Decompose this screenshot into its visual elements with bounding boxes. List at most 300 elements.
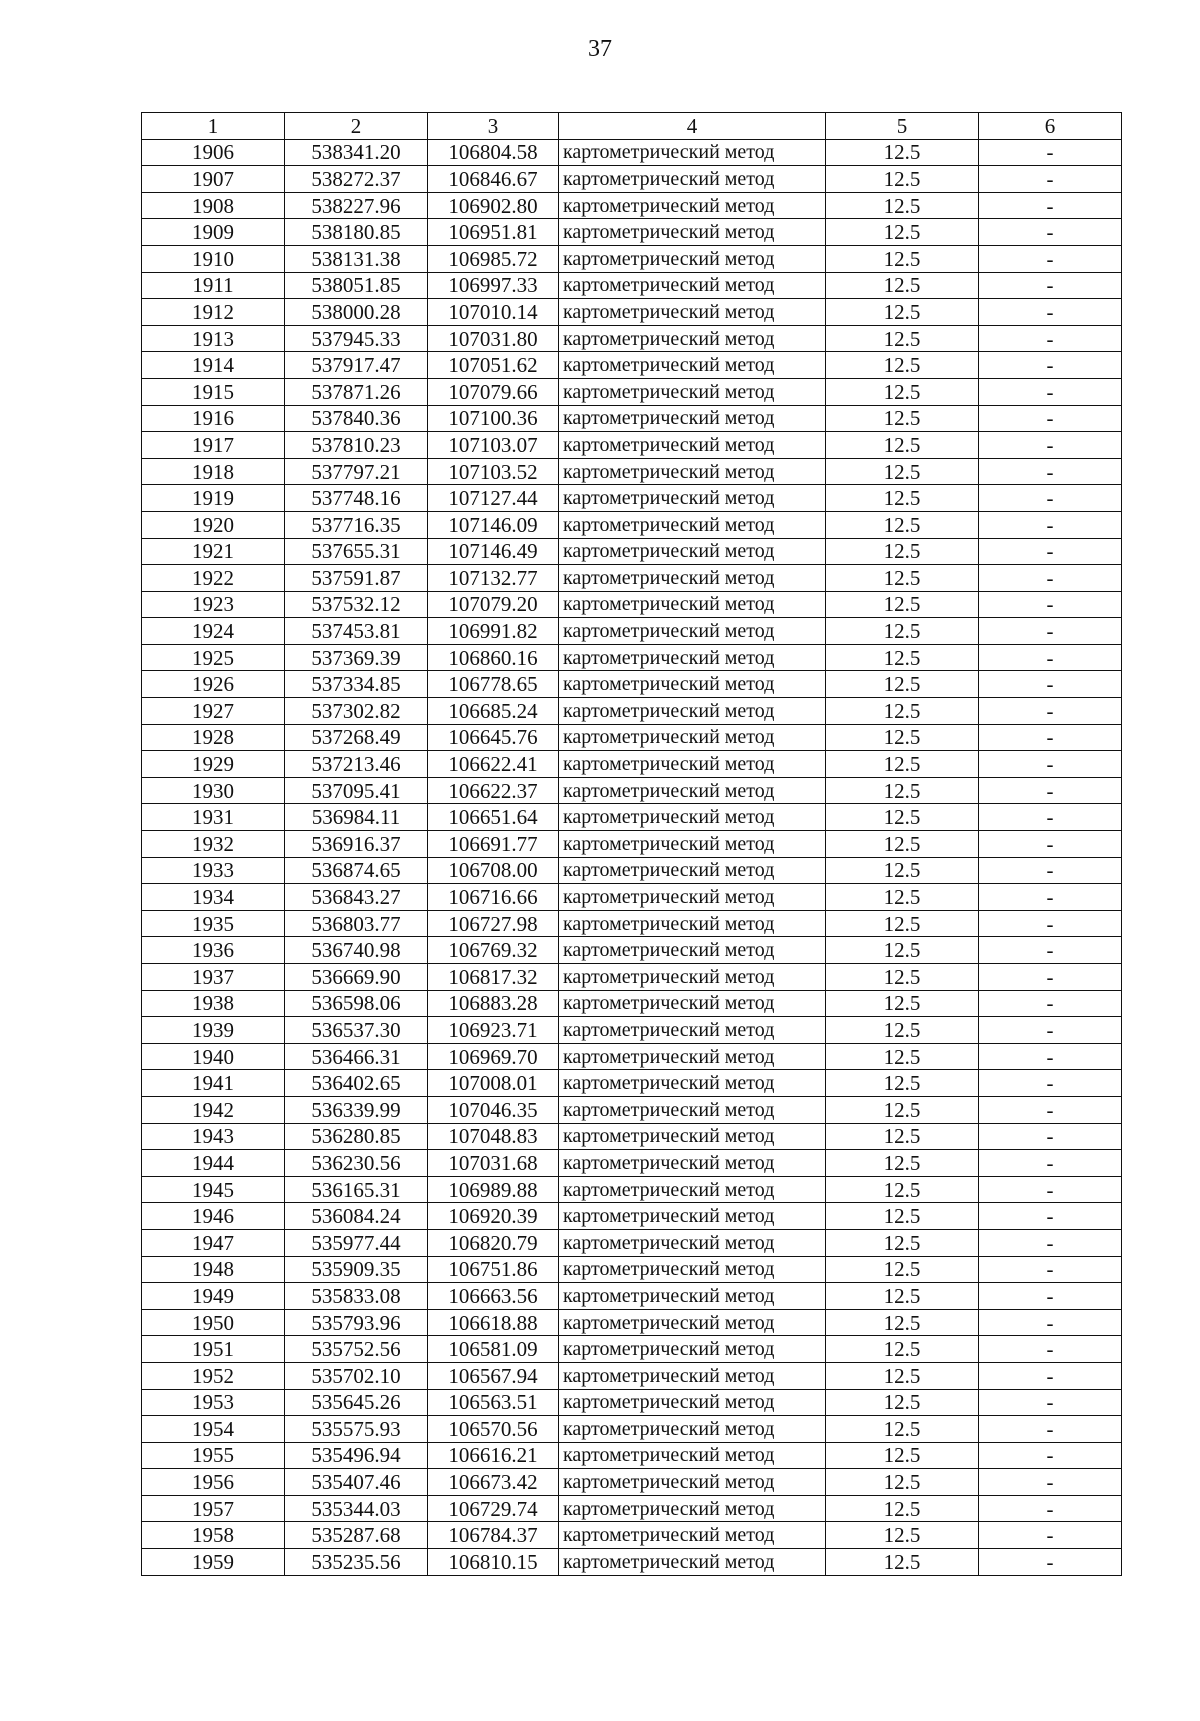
- point-number-cell: 1924: [142, 618, 285, 645]
- column-header-3: 3: [428, 113, 559, 140]
- accuracy-cell: 12.5: [826, 219, 979, 246]
- point-number-cell: 1918: [142, 458, 285, 485]
- y-coordinate-cell: 106817.32: [428, 964, 559, 991]
- x-coordinate-cell: 535235.56: [285, 1549, 428, 1576]
- y-coordinate-cell: 107046.35: [428, 1096, 559, 1123]
- table-row: [142, 1362, 1122, 1389]
- table-header: [142, 113, 1122, 140]
- x-coordinate-cell: 537453.81: [285, 618, 428, 645]
- note-cell: -: [979, 724, 1122, 751]
- point-number-cell: 1949: [142, 1283, 285, 1310]
- y-coordinate-cell: 106810.15: [428, 1549, 559, 1576]
- y-coordinate-cell: 106651.64: [428, 804, 559, 831]
- accuracy-cell: 12.5: [826, 139, 979, 166]
- note-cell: -: [979, 937, 1122, 964]
- accuracy-cell: 12.5: [826, 1150, 979, 1177]
- method-cell: картометрический метод: [559, 1362, 826, 1389]
- note-cell: -: [979, 1017, 1122, 1044]
- accuracy-cell: 12.5: [826, 1017, 979, 1044]
- y-coordinate-cell: 107132.77: [428, 565, 559, 592]
- method-cell: картометрический метод: [559, 910, 826, 937]
- accuracy-cell: 12.5: [826, 458, 979, 485]
- table-row: [142, 1283, 1122, 1310]
- note-cell: -: [979, 485, 1122, 512]
- table-row: [142, 565, 1122, 592]
- point-number-cell: 1908: [142, 192, 285, 219]
- note-cell: -: [979, 591, 1122, 618]
- note-cell: -: [979, 777, 1122, 804]
- note-cell: -: [979, 352, 1122, 379]
- table-row: [142, 1070, 1122, 1097]
- method-cell: картометрический метод: [559, 272, 826, 299]
- method-cell: картометрический метод: [559, 1123, 826, 1150]
- y-coordinate-cell: 107079.66: [428, 378, 559, 405]
- point-number-cell: 1928: [142, 724, 285, 751]
- method-cell: картометрический метод: [559, 378, 826, 405]
- method-cell: картометрический метод: [559, 671, 826, 698]
- accuracy-cell: 12.5: [826, 538, 979, 565]
- point-number-cell: 1925: [142, 644, 285, 671]
- table-row: [142, 245, 1122, 272]
- point-number-cell: 1951: [142, 1336, 285, 1363]
- point-number-cell: 1953: [142, 1389, 285, 1416]
- y-coordinate-cell: 106645.76: [428, 724, 559, 751]
- x-coordinate-cell: 537591.87: [285, 565, 428, 592]
- point-number-cell: 1914: [142, 352, 285, 379]
- table-row: [142, 1549, 1122, 1576]
- x-coordinate-cell: 538341.20: [285, 139, 428, 166]
- table-row: [142, 698, 1122, 725]
- method-cell: картометрический метод: [559, 857, 826, 884]
- point-number-cell: 1941: [142, 1070, 285, 1097]
- x-coordinate-cell: 537532.12: [285, 591, 428, 618]
- table-row: [142, 1123, 1122, 1150]
- table-row: [142, 1469, 1122, 1496]
- point-number-cell: 1937: [142, 964, 285, 991]
- y-coordinate-cell: 106969.70: [428, 1043, 559, 1070]
- method-cell: картометрический метод: [559, 139, 826, 166]
- note-cell: -: [979, 565, 1122, 592]
- table-row: [142, 751, 1122, 778]
- x-coordinate-cell: 535496.94: [285, 1442, 428, 1469]
- point-number-cell: 1940: [142, 1043, 285, 1070]
- table-row: [142, 1495, 1122, 1522]
- note-cell: -: [979, 432, 1122, 459]
- table-row: [142, 485, 1122, 512]
- method-cell: картометрический метод: [559, 831, 826, 858]
- y-coordinate-cell: 106985.72: [428, 245, 559, 272]
- accuracy-cell: 12.5: [826, 777, 979, 804]
- point-number-cell: 1915: [142, 378, 285, 405]
- table-row: [142, 352, 1122, 379]
- table-row: [142, 591, 1122, 618]
- table-row: [142, 857, 1122, 884]
- point-number-cell: 1907: [142, 166, 285, 193]
- note-cell: -: [979, 166, 1122, 193]
- coordinates-table: [141, 112, 1122, 1576]
- method-cell: картометрический метод: [559, 1549, 826, 1576]
- point-number-cell: 1909: [142, 219, 285, 246]
- y-coordinate-cell: 106951.81: [428, 219, 559, 246]
- x-coordinate-cell: 536165.31: [285, 1176, 428, 1203]
- note-cell: -: [979, 1549, 1122, 1576]
- method-cell: картометрический метод: [559, 405, 826, 432]
- point-number-cell: 1906: [142, 139, 285, 166]
- point-number-cell: 1919: [142, 485, 285, 512]
- table-row: [142, 671, 1122, 698]
- table-row: [142, 990, 1122, 1017]
- point-number-cell: 1926: [142, 671, 285, 698]
- point-number-cell: 1946: [142, 1203, 285, 1230]
- method-cell: картометрический метод: [559, 245, 826, 272]
- note-cell: -: [979, 1283, 1122, 1310]
- note-cell: -: [979, 618, 1122, 645]
- point-number-cell: 1920: [142, 511, 285, 538]
- y-coordinate-cell: 107048.83: [428, 1123, 559, 1150]
- method-cell: картометрический метод: [559, 884, 826, 911]
- accuracy-cell: 12.5: [826, 1256, 979, 1283]
- note-cell: -: [979, 139, 1122, 166]
- x-coordinate-cell: 535645.26: [285, 1389, 428, 1416]
- note-cell: -: [979, 1096, 1122, 1123]
- y-coordinate-cell: 106991.82: [428, 618, 559, 645]
- method-cell: картометрический метод: [559, 1469, 826, 1496]
- method-cell: картометрический метод: [559, 1336, 826, 1363]
- point-number-cell: 1932: [142, 831, 285, 858]
- accuracy-cell: 12.5: [826, 831, 979, 858]
- note-cell: -: [979, 698, 1122, 725]
- x-coordinate-cell: 537748.16: [285, 485, 428, 512]
- x-coordinate-cell: 537716.35: [285, 511, 428, 538]
- method-cell: картометрический метод: [559, 1495, 826, 1522]
- point-number-cell: 1938: [142, 990, 285, 1017]
- table-row: [142, 1309, 1122, 1336]
- table-row: [142, 937, 1122, 964]
- accuracy-cell: 12.5: [826, 1495, 979, 1522]
- x-coordinate-cell: 536466.31: [285, 1043, 428, 1070]
- note-cell: -: [979, 1309, 1122, 1336]
- method-cell: картометрический метод: [559, 1070, 826, 1097]
- accuracy-cell: 12.5: [826, 1070, 979, 1097]
- accuracy-cell: 12.5: [826, 1416, 979, 1443]
- x-coordinate-cell: 537917.47: [285, 352, 428, 379]
- y-coordinate-cell: 107010.14: [428, 299, 559, 326]
- note-cell: -: [979, 1123, 1122, 1150]
- point-number-cell: 1917: [142, 432, 285, 459]
- method-cell: картометрический метод: [559, 1522, 826, 1549]
- column-header-1: 1: [142, 113, 285, 140]
- y-coordinate-cell: 106663.56: [428, 1283, 559, 1310]
- point-number-cell: 1916: [142, 405, 285, 432]
- accuracy-cell: 12.5: [826, 1283, 979, 1310]
- table-row: [142, 910, 1122, 937]
- x-coordinate-cell: 535287.68: [285, 1522, 428, 1549]
- note-cell: -: [979, 272, 1122, 299]
- method-cell: картометрический метод: [559, 1256, 826, 1283]
- point-number-cell: 1948: [142, 1256, 285, 1283]
- point-number-cell: 1950: [142, 1309, 285, 1336]
- x-coordinate-cell: 535752.56: [285, 1336, 428, 1363]
- note-cell: -: [979, 884, 1122, 911]
- column-header-5: 5: [826, 113, 979, 140]
- y-coordinate-cell: 107079.20: [428, 591, 559, 618]
- accuracy-cell: 12.5: [826, 405, 979, 432]
- table-row: [142, 538, 1122, 565]
- table-row: [142, 458, 1122, 485]
- accuracy-cell: 12.5: [826, 1469, 979, 1496]
- table-row: [142, 1203, 1122, 1230]
- x-coordinate-cell: 538272.37: [285, 166, 428, 193]
- y-coordinate-cell: 106567.94: [428, 1362, 559, 1389]
- method-cell: картометрический метод: [559, 538, 826, 565]
- accuracy-cell: 12.5: [826, 1309, 979, 1336]
- note-cell: -: [979, 538, 1122, 565]
- note-cell: -: [979, 1469, 1122, 1496]
- table-row: [142, 1416, 1122, 1443]
- method-cell: картометрический метод: [559, 1416, 826, 1443]
- x-coordinate-cell: 536984.11: [285, 804, 428, 831]
- note-cell: -: [979, 990, 1122, 1017]
- note-cell: -: [979, 1176, 1122, 1203]
- method-cell: картометрический метод: [559, 192, 826, 219]
- point-number-cell: 1956: [142, 1469, 285, 1496]
- table-row: [142, 1389, 1122, 1416]
- point-number-cell: 1911: [142, 272, 285, 299]
- note-cell: -: [979, 1389, 1122, 1416]
- y-coordinate-cell: 107103.07: [428, 432, 559, 459]
- method-cell: картометрический метод: [559, 964, 826, 991]
- point-number-cell: 1935: [142, 910, 285, 937]
- x-coordinate-cell: 536740.98: [285, 937, 428, 964]
- table-row: [142, 831, 1122, 858]
- accuracy-cell: 12.5: [826, 352, 979, 379]
- x-coordinate-cell: 537369.39: [285, 644, 428, 671]
- x-coordinate-cell: 537334.85: [285, 671, 428, 698]
- x-coordinate-cell: 537945.33: [285, 325, 428, 352]
- y-coordinate-cell: 106729.74: [428, 1495, 559, 1522]
- method-cell: картометрический метод: [559, 299, 826, 326]
- y-coordinate-cell: 107146.49: [428, 538, 559, 565]
- method-cell: картометрический метод: [559, 777, 826, 804]
- x-coordinate-cell: 538227.96: [285, 192, 428, 219]
- table-row: [142, 1176, 1122, 1203]
- accuracy-cell: 12.5: [826, 1442, 979, 1469]
- note-cell: -: [979, 1229, 1122, 1256]
- y-coordinate-cell: 107051.62: [428, 352, 559, 379]
- table-row: [142, 405, 1122, 432]
- accuracy-cell: 12.5: [826, 511, 979, 538]
- point-number-cell: 1934: [142, 884, 285, 911]
- column-header-2: 2: [285, 113, 428, 140]
- point-number-cell: 1921: [142, 538, 285, 565]
- note-cell: -: [979, 831, 1122, 858]
- point-number-cell: 1947: [142, 1229, 285, 1256]
- y-coordinate-cell: 106622.37: [428, 777, 559, 804]
- method-cell: картометрический метод: [559, 458, 826, 485]
- table-row: [142, 1336, 1122, 1363]
- method-cell: картометрический метод: [559, 325, 826, 352]
- accuracy-cell: 12.5: [826, 1176, 979, 1203]
- table-row: [142, 511, 1122, 538]
- note-cell: -: [979, 245, 1122, 272]
- method-cell: картометрический метод: [559, 804, 826, 831]
- y-coordinate-cell: 106616.21: [428, 1442, 559, 1469]
- y-coordinate-cell: 106820.79: [428, 1229, 559, 1256]
- note-cell: -: [979, 910, 1122, 937]
- x-coordinate-cell: 537810.23: [285, 432, 428, 459]
- point-number-cell: 1931: [142, 804, 285, 831]
- x-coordinate-cell: 535575.93: [285, 1416, 428, 1443]
- note-cell: -: [979, 299, 1122, 326]
- accuracy-cell: 12.5: [826, 724, 979, 751]
- x-coordinate-cell: 538000.28: [285, 299, 428, 326]
- note-cell: -: [979, 378, 1122, 405]
- table-row: [142, 192, 1122, 219]
- point-number-cell: 1929: [142, 751, 285, 778]
- header-row: [142, 113, 1122, 140]
- accuracy-cell: 12.5: [826, 1362, 979, 1389]
- point-number-cell: 1942: [142, 1096, 285, 1123]
- accuracy-cell: 12.5: [826, 964, 979, 991]
- note-cell: -: [979, 1203, 1122, 1230]
- x-coordinate-cell: 537871.26: [285, 378, 428, 405]
- method-cell: картометрический метод: [559, 1389, 826, 1416]
- x-coordinate-cell: 537095.41: [285, 777, 428, 804]
- method-cell: картометрический метод: [559, 511, 826, 538]
- x-coordinate-cell: 537655.31: [285, 538, 428, 565]
- x-coordinate-cell: 536916.37: [285, 831, 428, 858]
- accuracy-cell: 12.5: [826, 644, 979, 671]
- method-cell: картометрический метод: [559, 432, 826, 459]
- point-number-cell: 1910: [142, 245, 285, 272]
- y-coordinate-cell: 106727.98: [428, 910, 559, 937]
- y-coordinate-cell: 106563.51: [428, 1389, 559, 1416]
- table-row: [142, 1229, 1122, 1256]
- point-number-cell: 1927: [142, 698, 285, 725]
- point-number-cell: 1955: [142, 1442, 285, 1469]
- accuracy-cell: 12.5: [826, 1389, 979, 1416]
- point-number-cell: 1923: [142, 591, 285, 618]
- y-coordinate-cell: 106716.66: [428, 884, 559, 911]
- accuracy-cell: 12.5: [826, 565, 979, 592]
- note-cell: -: [979, 511, 1122, 538]
- method-cell: картометрический метод: [559, 1150, 826, 1177]
- note-cell: -: [979, 1522, 1122, 1549]
- table-row: [142, 777, 1122, 804]
- point-number-cell: 1936: [142, 937, 285, 964]
- x-coordinate-cell: 535407.46: [285, 1469, 428, 1496]
- accuracy-cell: 12.5: [826, 884, 979, 911]
- method-cell: картометрический метод: [559, 618, 826, 645]
- method-cell: картометрический метод: [559, 565, 826, 592]
- x-coordinate-cell: 536598.06: [285, 990, 428, 1017]
- x-coordinate-cell: 537302.82: [285, 698, 428, 725]
- x-coordinate-cell: 536803.77: [285, 910, 428, 937]
- table-row: [142, 1150, 1122, 1177]
- point-number-cell: 1933: [142, 857, 285, 884]
- y-coordinate-cell: 107031.80: [428, 325, 559, 352]
- x-coordinate-cell: 536537.30: [285, 1017, 428, 1044]
- note-cell: -: [979, 671, 1122, 698]
- accuracy-cell: 12.5: [826, 272, 979, 299]
- y-coordinate-cell: 106622.41: [428, 751, 559, 778]
- x-coordinate-cell: 537213.46: [285, 751, 428, 778]
- accuracy-cell: 12.5: [826, 618, 979, 645]
- y-coordinate-cell: 106923.71: [428, 1017, 559, 1044]
- accuracy-cell: 12.5: [826, 910, 979, 937]
- method-cell: картометрический метод: [559, 166, 826, 193]
- x-coordinate-cell: 535344.03: [285, 1495, 428, 1522]
- x-coordinate-cell: 536669.90: [285, 964, 428, 991]
- note-cell: -: [979, 458, 1122, 485]
- accuracy-cell: 12.5: [826, 937, 979, 964]
- method-cell: картометрический метод: [559, 485, 826, 512]
- method-cell: картометрический метод: [559, 937, 826, 964]
- y-coordinate-cell: 106860.16: [428, 644, 559, 671]
- x-coordinate-cell: 535977.44: [285, 1229, 428, 1256]
- table-row: [142, 272, 1122, 299]
- table-row: [142, 1017, 1122, 1044]
- y-coordinate-cell: 106883.28: [428, 990, 559, 1017]
- table-row: [142, 432, 1122, 459]
- note-cell: -: [979, 751, 1122, 778]
- accuracy-cell: 12.5: [826, 1123, 979, 1150]
- x-coordinate-cell: 538051.85: [285, 272, 428, 299]
- x-coordinate-cell: 537840.36: [285, 405, 428, 432]
- column-header-6: 6: [979, 113, 1122, 140]
- method-cell: картометрический метод: [559, 698, 826, 725]
- accuracy-cell: 12.5: [826, 245, 979, 272]
- accuracy-cell: 12.5: [826, 1522, 979, 1549]
- y-coordinate-cell: 106846.67: [428, 166, 559, 193]
- y-coordinate-cell: 106685.24: [428, 698, 559, 725]
- table-row: [142, 219, 1122, 246]
- point-number-cell: 1939: [142, 1017, 285, 1044]
- accuracy-cell: 12.5: [826, 698, 979, 725]
- y-coordinate-cell: 106920.39: [428, 1203, 559, 1230]
- note-cell: -: [979, 405, 1122, 432]
- method-cell: картометрический метод: [559, 751, 826, 778]
- x-coordinate-cell: 537268.49: [285, 724, 428, 751]
- method-cell: картометрический метод: [559, 1096, 826, 1123]
- note-cell: -: [979, 1150, 1122, 1177]
- table-row: [142, 964, 1122, 991]
- method-cell: картометрический метод: [559, 1043, 826, 1070]
- y-coordinate-cell: 106989.88: [428, 1176, 559, 1203]
- accuracy-cell: 12.5: [826, 192, 979, 219]
- note-cell: -: [979, 1495, 1122, 1522]
- y-coordinate-cell: 106581.09: [428, 1336, 559, 1363]
- table-row: [142, 644, 1122, 671]
- table-row: [142, 378, 1122, 405]
- x-coordinate-cell: 536402.65: [285, 1070, 428, 1097]
- table-row: [142, 1522, 1122, 1549]
- x-coordinate-cell: 536230.56: [285, 1150, 428, 1177]
- note-cell: -: [979, 644, 1122, 671]
- y-coordinate-cell: 106902.80: [428, 192, 559, 219]
- method-cell: картометрический метод: [559, 1176, 826, 1203]
- note-cell: -: [979, 219, 1122, 246]
- note-cell: -: [979, 1070, 1122, 1097]
- method-cell: картометрический метод: [559, 990, 826, 1017]
- y-coordinate-cell: 106997.33: [428, 272, 559, 299]
- method-cell: картометрический метод: [559, 1309, 826, 1336]
- accuracy-cell: 12.5: [826, 1203, 979, 1230]
- note-cell: -: [979, 325, 1122, 352]
- note-cell: -: [979, 1416, 1122, 1443]
- y-coordinate-cell: 106804.58: [428, 139, 559, 166]
- note-cell: -: [979, 857, 1122, 884]
